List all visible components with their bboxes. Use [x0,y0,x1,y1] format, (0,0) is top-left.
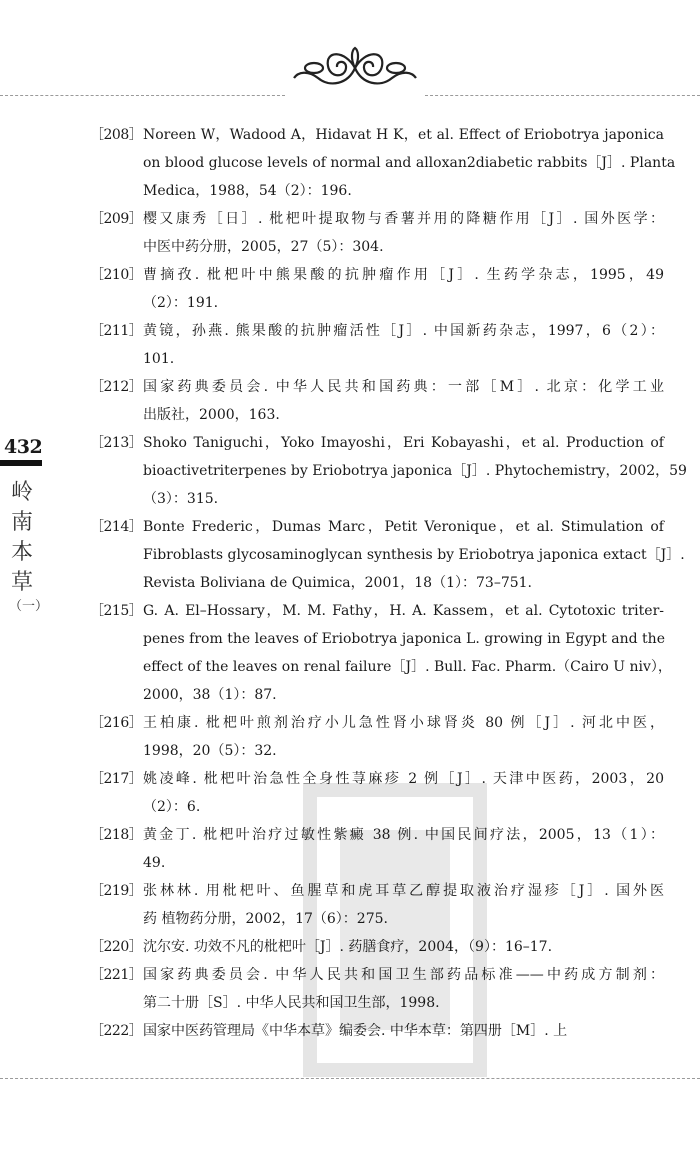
side-title-char: 南 [10,510,33,535]
reference-entry [90,513,685,597]
reference-text-line: 沈尔安. 功效不凡的枇杷叶［J］. 药膳食疗，2004，（9）：16–17. [143,939,553,955]
reference-text-line: 第二十册［S］. 中华人民共和国卫生部，1998. [143,995,440,1011]
reference-text-line: 国家药典委员会. 中华人民共和国药典：一部［M］. 北京：化学工业 [143,379,664,395]
reference-text-line: （3）：315. [143,491,219,507]
header-rule-right [425,95,700,96]
side-book-title [9,478,49,616]
reference-text-line: 2000，38（1）：87. [143,687,277,703]
reference-text-line: 黄金丁. 枇杷叶治疗过敏性紫癜 38 例. 中国民间疗法，2005，13（1）： [143,827,664,843]
reference-text-line: effect of the leaves on renal failure［J］. Bull. Fac. Pharm.（Cairo U niv）， [143,659,672,675]
reference-entry [90,121,676,205]
reference-text-line: （2）：6. [143,799,201,815]
reference-entry [90,373,664,429]
reference-entry [90,429,687,513]
reference-number: ［215］ [90,603,143,619]
reference-number: ［210］ [90,267,143,283]
reference-number: ［212］ [90,379,143,395]
reference-text-line: 药 植物药分册，2002，17（6）：275. [143,911,388,927]
reference-number: ［209］ [90,211,143,227]
reference-entry [90,317,664,373]
reference-entry [90,261,664,317]
reference-text-line: penes from the leaves of Eriobotrya japonica L. growing in Egypt and the [143,631,665,647]
reference-text-line: Noreen W，Wadood A，Hidavat H K，et al. Effect of Eriobotrya japonica [143,127,664,143]
reference-entry [90,597,672,709]
reference-text-line: 王柏康. 枇杷叶煎剂治疗小儿急性肾小球肾炎 80 例［J］. 河北中医， [143,715,664,731]
reference-number: ［222］ [90,1023,143,1039]
reference-text-line: 国家中医药管理局《中华本草》编委会. 中华本草：第四册［M］. 上 [143,1023,568,1039]
reference-number: ［218］ [90,827,143,843]
reference-entry [90,1017,664,1045]
reference-text-line: 中医中药分册，2005，27（5）：304. [143,239,384,255]
reference-text-line: 49. [143,855,166,871]
reference-number: ［220］ [90,939,143,955]
reference-text-line: 黄镜，孙燕. 熊果酸的抗肿瘤活性［J］. 中国新药杂志，1997，6（2）： [143,323,664,339]
reference-text-line: 樱又康秀［日］. 枇杷叶提取物与香薯并用的降糖作用［J］. 国外医学： [143,211,664,227]
reference-number: ［221］ [90,967,143,983]
page-number: 432 [4,436,43,458]
reference-entry [90,709,664,765]
reference-text-line: 张林林. 用枇杷叶、鱼腥草和虎耳草乙醇提取液治疗湿疹［J］. 国外医 [143,883,664,899]
reference-text-line: bioactivetriterpenes by Eriobotrya japonica［J］. Phytochemistry，2002，59 [143,463,687,479]
reference-text-line: Revista Boliviana de Quimica，2001，18（1）：73–751. [143,575,532,591]
reference-entry [90,205,664,261]
reference-number: ［214］ [90,519,143,535]
reference-entry [90,933,664,961]
side-title-char: 本 [10,540,33,565]
reference-number: ［217］ [90,771,143,787]
reference-text-line: Bonte Frederic，Dumas Marc，Petit Veronique，et al. Stimulation of [143,519,664,535]
reference-entry [90,877,664,933]
footer-rule [0,1078,700,1079]
header-ornament-icon [290,44,420,92]
reference-entry [90,765,664,821]
reference-text-line: on blood glucose levels of normal and alloxan2diabetic rabbits［J］. Planta [143,155,676,171]
reference-number: ［219］ [90,883,143,899]
side-title-volume: （一） [9,599,49,614]
page-number-bar [0,460,42,466]
side-title-char: 岭 [10,480,33,505]
header-rule-left [0,95,285,96]
reference-text-line: G. A. El–Hossary，M. M. Fathy，H. A. Kassem，et al. Cytotoxic triter- [143,603,664,619]
reference-text-line: Shoko Taniguchi，Yoko Imayoshi，Eri Kobayashi，et al. Production of [143,435,664,451]
reference-text-line: 1998，20（5）：32. [143,743,277,759]
reference-entry [90,821,664,877]
side-title-char: 草 [10,570,33,595]
reference-number: ［216］ [90,715,143,731]
reference-text-line: 101. [143,351,175,367]
reference-text-line: 姚凌峰. 枇杷叶治急性全身性荨麻疹 2 例［J］. 天津中医药，2003，20 [143,771,664,787]
reference-text-line: （2）：191. [143,295,219,311]
reference-text-line: Medica，1988，54（2）：196. [143,183,352,199]
reference-text-line: 曹摘孜. 枇杷叶中熊果酸的抗肿瘤作用［J］. 生药学杂志，1995，49 [143,267,664,283]
reference-text-line: 国家药典委员会. 中华人民共和国卫生部药品标准——中药成方制剂： [143,967,664,983]
reference-list [90,121,687,1045]
reference-entry [90,961,664,1017]
reference-number: ［211］ [90,323,143,339]
reference-number: ［208］ [90,127,143,143]
reference-text-line: 出版社，2000，163. [143,407,280,423]
reference-number: ［213］ [90,435,143,451]
reference-text-line: Fibroblasts glycosaminoglycan synthesis by Eriobotrya japonica extact［J］. [143,547,685,563]
